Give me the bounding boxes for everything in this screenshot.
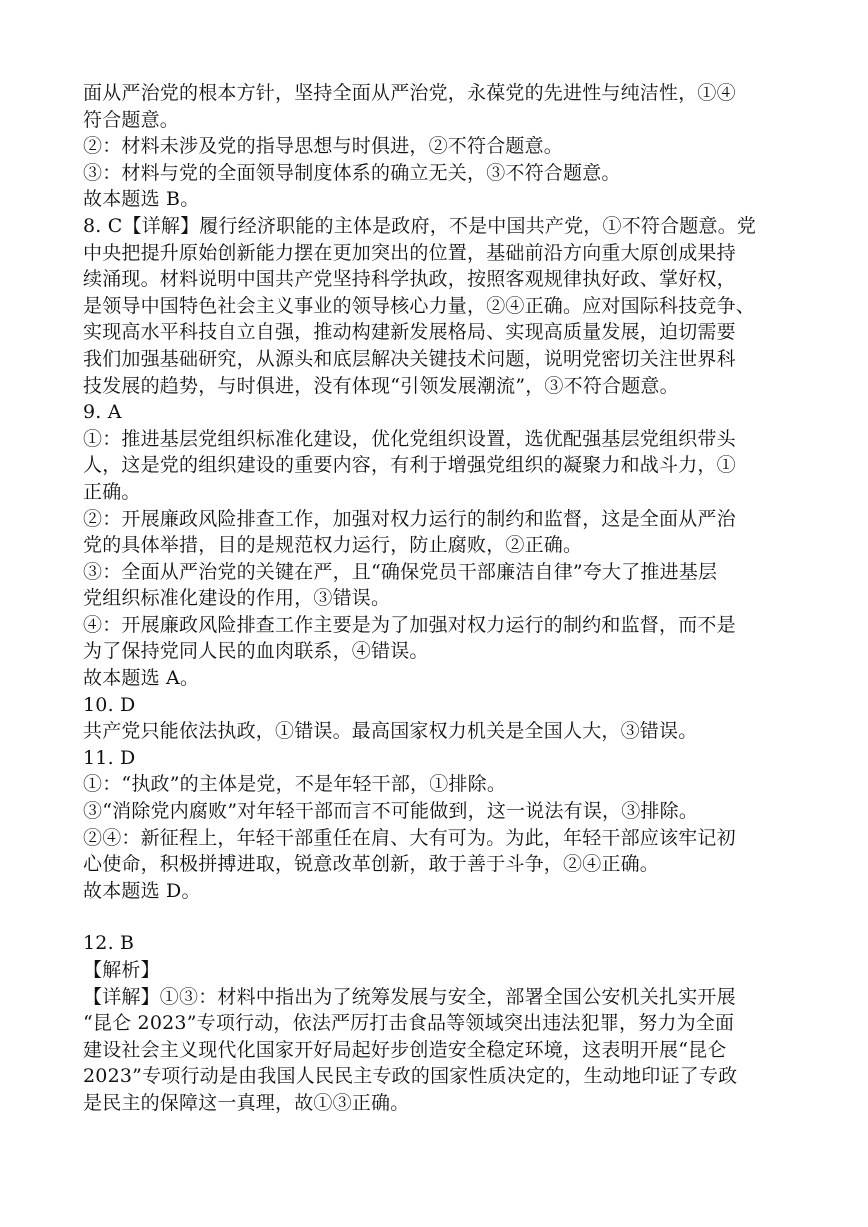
text-line: 中央把提升原始创新能力摆在更加突出的位置，基础前沿方向重大原创成果持 xyxy=(83,241,736,264)
text-line: ①：“执政”的主体是党，不是年轻干部，①排除。 xyxy=(83,773,507,796)
text-line: ③：材料与党的全面领导制度体系的确立无关，③不符合题意。 xyxy=(83,161,621,184)
text-line: ③“消除党内腐败”对年轻干部而言不可能做到，这一说法有误，③排除。 xyxy=(83,800,699,823)
text-line: 面从严治党的根本方针，坚持全面从严治党，永葆党的先进性与纯洁性，①④ xyxy=(83,82,736,104)
analysis-heading: 【解析】 xyxy=(83,959,160,981)
text-line: 技发展的趋势，与时俱进，没有体现“引领发展潮流”，③不符合题意。 xyxy=(83,374,679,397)
text-line: “昆仑 2023”专项行动，依法严厉打击食品等领域突出违法犯罪，努力为全面 xyxy=(83,1012,735,1035)
text-line: 符合题意。 xyxy=(83,108,180,131)
text-line: 我们加强基础研究，从源头和底层解决关键技术问题，说明党密切关注世界科 xyxy=(83,347,736,370)
text-line: 续涌现。材料说明中国共产党坚持科学执政，按照客观规律执好政、掌好权， xyxy=(83,268,736,291)
text-line: 2023”专项行动是由我国人民民主专政的国家性质决定的，生动地印证了专政 xyxy=(83,1065,738,1088)
text-line: 心使命，积极拼搏进取，锐意改革创新，敢于善于斗争，②④正确。 xyxy=(83,853,660,876)
text-line: 建设社会主义现代化国家开好局起好步创造安全稳定环境，这表明开展“昆仑 xyxy=(83,1038,727,1061)
text-line: 共产党只能依法执政，①错误。最高国家权力机关是全国人大，③错误。 xyxy=(83,720,698,743)
text-line: 人，这是党的组织建设的重要内容，有利于增强党组织的凝聚力和战斗力，① xyxy=(83,454,736,477)
text-line: 是民主的保障这一真理，故①③正确。 xyxy=(83,1091,410,1114)
blank-gap xyxy=(83,904,803,930)
text-line: 【详解】①③：材料中指出为了统筹发展与安全，部署全国公安机关扎实开展 xyxy=(83,985,736,1008)
document-page xyxy=(83,80,803,1117)
question-8-line: 8. C【详解】履行经济职能的主体是政府，不是中国共产党，①不符合题意。党 xyxy=(83,214,757,237)
text-line: ②：开展廉政风险排查工作，加强对权力运行的制约和监督，这是全面从严治 xyxy=(83,507,736,530)
text-line: 故本题选 D。 xyxy=(83,879,201,902)
text-line: 是领导中国特色社会主义事业的领导核心力量，②④正确。应对国际科技竞争、 xyxy=(83,294,756,317)
text-line: 为了保持党同人民的血肉联系，④错误。 xyxy=(83,640,429,663)
text-line: ④：开展廉政风险排查工作主要是为了加强对权力运行的制约和监督，而不是 xyxy=(83,613,736,636)
text-line: ③：全面从严治党的关键在严，且“确保党员干部廉洁自律”夸大了推进基层 xyxy=(83,560,718,583)
text-line: ②④：新征程上，年轻干部重任在肩、大有可为。为此，年轻干部应该牢记初 xyxy=(83,826,736,849)
text-line: 故本题选 A。 xyxy=(83,667,200,690)
text-line: 党组织标准化建设的作用，③错误。 xyxy=(83,587,391,610)
text-line: 故本题选 B。 xyxy=(83,188,200,211)
text-line: ②：材料未涉及党的指导思想与时俱进，②不符合题意。 xyxy=(83,135,564,158)
question-11-heading: 11. D xyxy=(83,746,136,769)
question-10-heading: 10. D xyxy=(83,693,136,716)
text-line: ①：推进基层党组织标准化建设，优化党组织设置，选优配强基层党组织带头 xyxy=(83,427,736,450)
question-9-heading: 9. A xyxy=(83,401,122,424)
text-line: 实现高水平科技自立自强，推动构建新发展格局、实现高质量发展，迫切需要 xyxy=(83,321,736,344)
text-line: 正确。 xyxy=(83,480,141,503)
text-line: 党的具体举措，目的是规范权力运行，防止腐败，②正确。 xyxy=(83,534,583,557)
question-12-heading: 12. B xyxy=(83,932,135,955)
